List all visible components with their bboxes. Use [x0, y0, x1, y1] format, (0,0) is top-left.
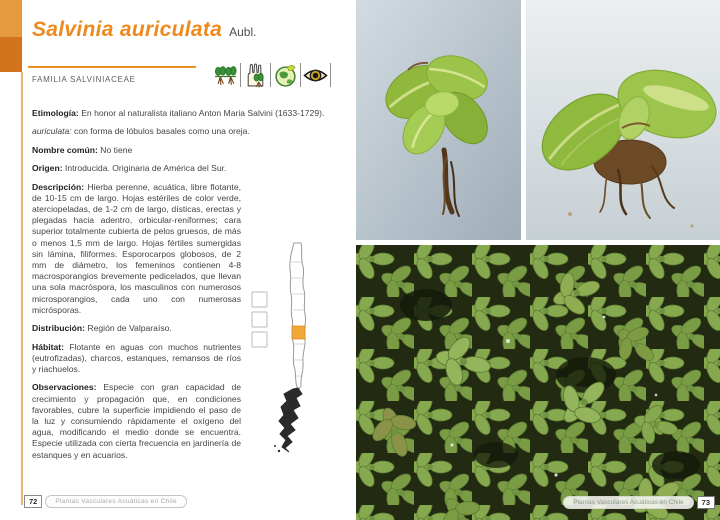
text-habitat: Flotante en aguas con muchos nutrientes (eutrofizadas), charcos, estanques, remansos de ríos y riachuelos.: [32, 341, 241, 374]
orange-bar-top: [0, 0, 22, 37]
text-epithet: con forma de lóbulos basales como una oreja.: [74, 126, 250, 137]
photo-salvinia-closeup-right: [526, 0, 720, 240]
text-origen: Introducida. Originaria de América del Sur.: [64, 163, 227, 174]
eye-icon: [302, 62, 329, 89]
label-epithet: auriculata:: [32, 126, 72, 137]
text-nombre-comun: No tiene: [100, 144, 133, 155]
globe-plant-icon: [272, 62, 299, 89]
photo-panel: [356, 0, 720, 520]
icon-separator: [300, 63, 301, 87]
label-descripcion: Descripción:: [32, 181, 85, 192]
text-etimologia: En honor al naturalista italiano Anton Maria Salvini (1633-1729).: [81, 108, 325, 118]
icon-separator: [330, 63, 331, 87]
paragraph-descripcion: [32, 182, 345, 316]
icon-separator: [240, 63, 241, 87]
label-observaciones: Observaciones:: [32, 382, 97, 393]
page-title: [32, 18, 256, 42]
page-number-left: 72: [24, 495, 42, 508]
footer-left: [24, 495, 187, 508]
footer-right: [563, 496, 715, 509]
text-distribucion: Región de Valparaíso.: [87, 323, 172, 334]
paragraph-epithet: [32, 126, 345, 137]
label-etimologia: Etimología:: [32, 108, 79, 118]
paragraph-etimologia: [32, 108, 345, 119]
left-vertical-rule: [21, 72, 23, 505]
label-origen: Origen:: [32, 163, 63, 174]
page-number-right: 73: [697, 496, 715, 509]
hand-plant-icon: [242, 62, 269, 89]
paragraph-nombre-comun: [32, 145, 345, 156]
paragraph-origen: [32, 163, 345, 174]
species-name: Salvinia auriculata: [32, 18, 223, 41]
family-label: FAMILIA SALVINIACEAE: [32, 75, 136, 84]
highlighted-region-valparaiso: [292, 326, 305, 339]
label-habitat: Hábitat:: [32, 341, 64, 352]
label-distribucion: Distribución:: [32, 323, 85, 334]
orange-bar-bottom: [0, 37, 22, 72]
book-title-right: Plantas Vasculares Acuáticas en Chile: [563, 496, 693, 509]
species-author: Aubl.: [229, 25, 257, 39]
chile-distribution-map: [249, 240, 345, 454]
left-page: [0, 0, 356, 520]
text-descripcion: Hierba perenne, acuática, libre flotante, de 10-15 cm de largo. Hojas estériles de color verde, aterciopeladas, de 1-2 cm de largo, dísticas, erectas y plegadas hacia adentro, orbicular-reniformes; cara superior totalmente cubierta de pelos gruesos, de más o menos 1,5 mm de largo. Hojas fértiles sumergidas sin lámina, filiformes. Esporocarpos globosos, de 2 mm de diámetro, los femeninos contienen 4-8 macrosporangios brevemente pedicelados, que llevan una sola macróspora, los masculinos con numerosos microsporangios, cada uno con numerosas micrósporas.: [32, 181, 241, 315]
book-title-left: Plantas Vasculares Acuáticas en Chile: [45, 495, 187, 508]
title-divider: [28, 66, 196, 68]
aquatic-plants-icon: [212, 62, 239, 89]
icon-separator: [270, 63, 271, 87]
text-observaciones: Especie con gran capacidad de crecimiento y propagación que, en condiciones favorables, cubre la superficie impidiendo el paso de la luz y consumiendo rápidamente el oxígeno del agua, modificando el medio donde se encuentra. Especie utilizada con cierta frecuencia en jardinería de estanques y en acuarios.: [32, 382, 242, 460]
photo-salvinia-closeup-left: [356, 0, 521, 240]
species-article: [32, 108, 345, 468]
label-nombre-comun: Nombre común:: [32, 144, 98, 155]
attribute-icon-strip: [212, 60, 332, 90]
photo-salvinia-mat: [356, 245, 720, 520]
